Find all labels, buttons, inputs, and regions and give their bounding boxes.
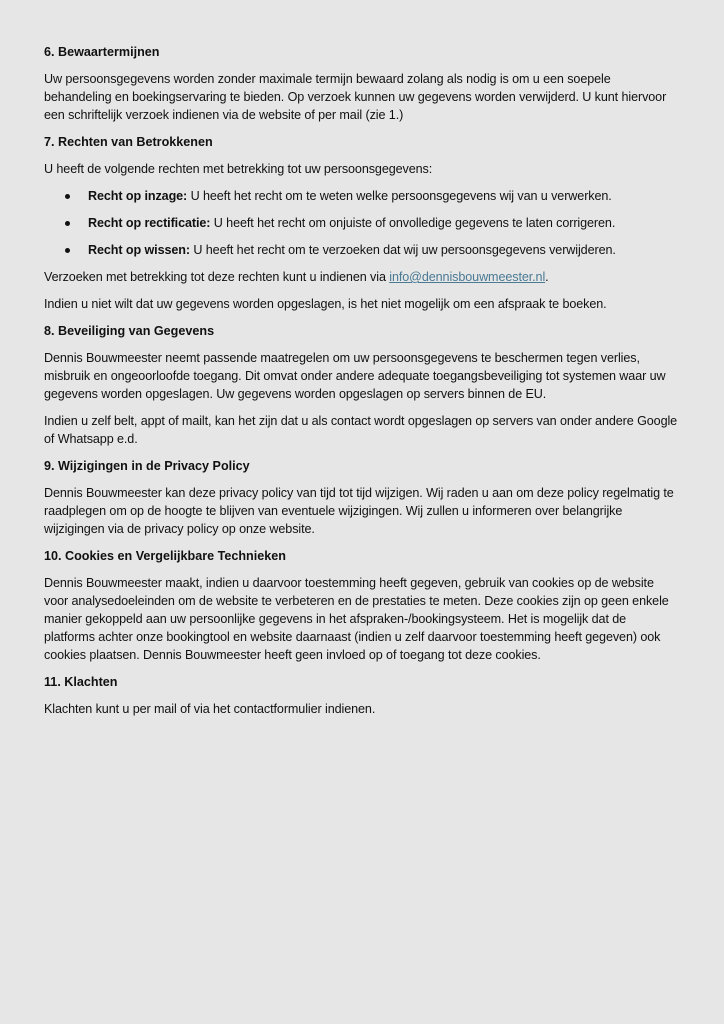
right-text: U heeft het recht om te verzoeken dat wij uw persoonsgegevens verwijderen. xyxy=(189,243,616,257)
rights-list xyxy=(44,187,680,259)
list-item xyxy=(44,187,680,205)
paragraph: Uw persoonsgegevens worden zonder maximale termijn bewaard zolang als nodig is om u een soepele behandeling en boekingservaring te bieden. Op verzoek kunnen uw gegevens worden verwijderd. U kunt hiervoor een schriftelijk verzoek indienen via de website of per mail (zie 1.) xyxy=(44,72,667,122)
section-heading-rechten: 7. Rechten van Betrokkenen xyxy=(44,135,213,149)
paragraph: U heeft de volgende rechten met betrekking tot uw persoonsgegevens: xyxy=(44,162,433,176)
bullet-icon xyxy=(65,248,70,253)
paragraph: Dennis Bouwmeester neemt passende maatregelen om uw persoonsgegevens te beschermen tegen verlies, misbruik en ongeoorloofde toegang. Dit omvat onder andere adequate toegangsbeveiliging tot systemen waar uw gegevens worden opgeslagen. Uw gegevens worden opgeslagen op servers binnen de EU. xyxy=(44,351,666,401)
right-text: U heeft het recht om onjuiste of onvolledige gegevens te laten corrigeren. xyxy=(210,216,616,230)
email-link[interactable]: info@dennisbouwmeester.nl xyxy=(389,270,546,284)
section-heading-cookies: 10. Cookies en Vergelijkbare Technieken xyxy=(44,549,286,563)
paragraph xyxy=(44,268,680,286)
paragraph: Klachten kunt u per mail of via het contactformulier indienen. xyxy=(44,702,376,716)
list-item xyxy=(44,214,680,232)
paragraph: Indien u niet wilt dat uw gegevens worden opgeslagen, is het niet mogelijk om een afspraak te boeken. xyxy=(44,297,607,311)
bullet-icon xyxy=(65,194,70,199)
requests-suffix: . xyxy=(545,270,549,284)
list-item xyxy=(44,241,680,259)
section-heading-klachten: 11. Klachten xyxy=(44,675,118,689)
right-term: Recht op wissen: xyxy=(88,243,190,257)
section-heading-beveiliging: 8. Beveiliging van Gegevens xyxy=(44,324,215,338)
bullet-icon xyxy=(65,221,70,226)
right-text: U heeft het recht om te weten welke persoonsgegevens wij van u verwerken. xyxy=(187,189,612,203)
right-term: Recht op inzage: xyxy=(88,189,188,203)
paragraph: Dennis Bouwmeester maakt, indien u daarvoor toestemming heeft gegeven, gebruik van cookies op de website voor analysedoeleinden om de website te verbeteren en de prestaties te meten. Deze cookies zijn op geen enkele manier gekoppeld aan uw persoonlijke gegevens in het afspraken-/bookingsysteem. Het is mogelijk dat de platforms achter onze bookingtool en website daarnaast (indien u zelf daarvoor toestemming heeft gegeven) ook cookies plaatsen. Dennis Bouwmeester heeft geen invloed op of toegang tot deze cookies. xyxy=(44,576,669,662)
paragraph: Dennis Bouwmeester kan deze privacy policy van tijd tot tijd wijzigen. Wij raden u aan om deze policy regelmatig te raadplegen om op de hoogte te blijven van eventuele wijzigingen. Wij zullen u informeren over belangrijke wijzigingen via de privacy policy op onze website. xyxy=(44,486,674,536)
requests-text: Verzoeken met betrekking tot deze rechten kunt u indienen via xyxy=(44,270,390,284)
paragraph: Indien u zelf belt, appt of mailt, kan het zijn dat u als contact wordt opgeslagen op servers van onder andere Google of Whatsapp e.d. xyxy=(44,414,678,446)
section-heading-wijzigingen: 9. Wijzigingen in de Privacy Policy xyxy=(44,459,250,473)
right-term: Recht op rectificatie: xyxy=(88,216,211,230)
section-heading-bewaartermijnen: 6. Bewaartermijnen xyxy=(44,45,160,59)
